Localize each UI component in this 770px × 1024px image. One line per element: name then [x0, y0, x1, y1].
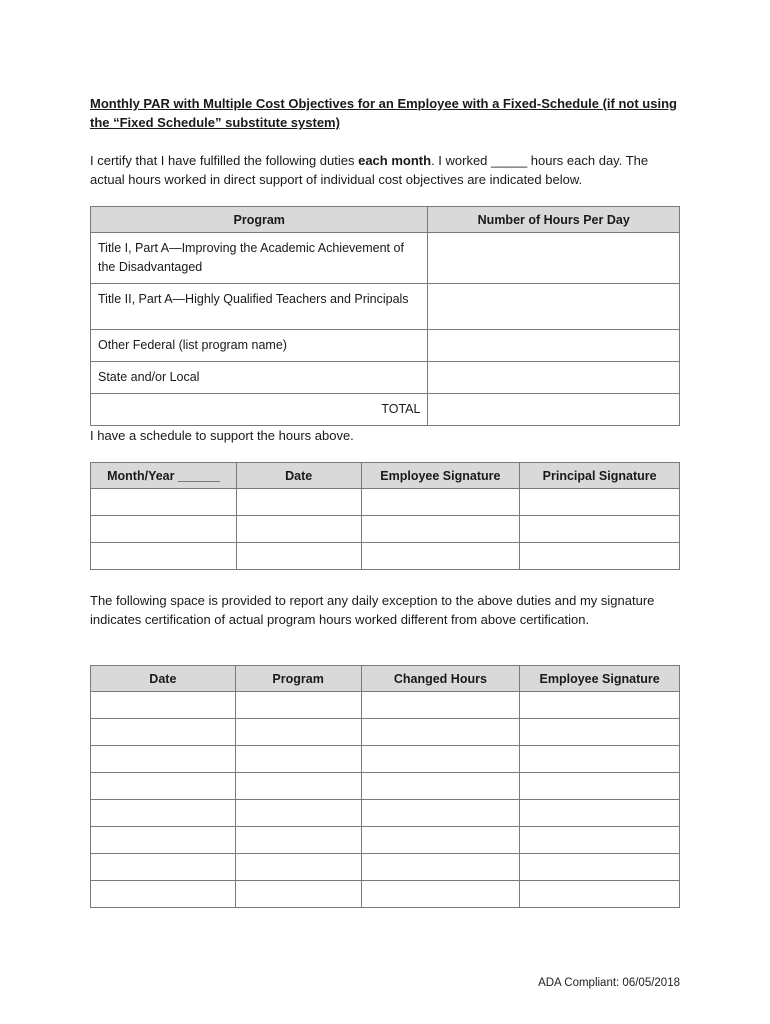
table-cell[interactable]	[235, 827, 361, 854]
table-row	[91, 854, 680, 881]
table-cell[interactable]	[235, 719, 361, 746]
table-cell[interactable]	[91, 881, 236, 908]
table-row	[91, 692, 680, 719]
table-row	[91, 827, 680, 854]
table-cell[interactable]	[235, 854, 361, 881]
table-cell[interactable]	[361, 773, 520, 800]
table-cell[interactable]	[91, 692, 236, 719]
header-date: Date	[236, 463, 361, 489]
table-cell[interactable]	[520, 800, 680, 827]
exception-table	[90, 665, 680, 908]
table-cell[interactable]	[236, 543, 361, 570]
program-row-title-ii: Title II, Part A—Highly Qualified Teachers and Principals	[91, 284, 428, 330]
header-changed-hours: Changed Hours	[361, 666, 520, 692]
certify-text-start: I certify that I have fulfilled the following duties	[90, 153, 359, 168]
table-cell[interactable]	[361, 692, 520, 719]
table-cell[interactable]	[91, 854, 236, 881]
exception-statement: The following space is provided to report any daily exception to the above duties and my signature indicates certification of actual program hours worked different from above certification.	[90, 593, 655, 627]
table-cell[interactable]	[235, 881, 361, 908]
table-row	[91, 773, 680, 800]
hours-cell-total[interactable]	[428, 394, 680, 426]
table-cell[interactable]	[91, 746, 236, 773]
program-hours-table	[90, 206, 680, 426]
header-program: Program	[91, 207, 428, 233]
program-row-other-federal: Other Federal (list program name)	[91, 330, 428, 362]
table-cell[interactable]	[361, 881, 520, 908]
total-label: TOTAL	[91, 394, 428, 426]
table-cell[interactable]	[91, 516, 237, 543]
table-cell[interactable]	[91, 489, 237, 516]
header-exception-date: Date	[91, 666, 236, 692]
certification-statement	[90, 151, 680, 189]
header-principal-signature: Principal Signature	[520, 463, 680, 489]
schedule-signature-table	[90, 462, 680, 570]
table-cell[interactable]	[361, 800, 520, 827]
table-cell[interactable]	[361, 543, 520, 570]
table-row	[91, 543, 680, 570]
header-hours-per-day: Number of Hours Per Day	[428, 207, 680, 233]
table-cell[interactable]	[361, 746, 520, 773]
certify-text-end: . I worked _____ hours each day. The actual hours worked in direct support of individual cost objectives are indicated below.	[90, 153, 649, 187]
table-cell[interactable]	[520, 827, 680, 854]
header-exception-employee-signature: Employee Signature	[520, 666, 680, 692]
table-cell[interactable]	[91, 719, 236, 746]
hours-cell-state-local[interactable]	[428, 362, 680, 394]
table-cell[interactable]	[361, 516, 520, 543]
table-cell[interactable]	[91, 543, 237, 570]
table-cell[interactable]	[236, 489, 361, 516]
table-cell[interactable]	[361, 719, 520, 746]
header-exception-program: Program	[235, 666, 361, 692]
program-row-state-local: State and/or Local	[91, 362, 428, 394]
header-month-year: Month/Year ______	[91, 463, 237, 489]
table-row	[91, 516, 680, 543]
table-cell[interactable]	[91, 773, 236, 800]
table-row	[91, 489, 680, 516]
table-cell[interactable]	[520, 543, 680, 570]
table-cell[interactable]	[520, 746, 680, 773]
table-cell[interactable]	[520, 489, 680, 516]
table-cell[interactable]	[520, 854, 680, 881]
table-cell[interactable]	[361, 827, 520, 854]
table-cell[interactable]	[235, 746, 361, 773]
table-cell[interactable]	[361, 489, 520, 516]
table-cell[interactable]	[235, 692, 361, 719]
table-row	[91, 800, 680, 827]
hours-cell-other-federal[interactable]	[428, 330, 680, 362]
table-cell[interactable]	[520, 692, 680, 719]
table-cell[interactable]	[520, 881, 680, 908]
table-cell[interactable]	[520, 773, 680, 800]
ada-compliance-footer: ADA Compliant: 06/05/2018	[538, 977, 680, 989]
certify-text-bold: each month	[358, 153, 432, 168]
schedule-statement: I have a schedule to support the hours above.	[90, 428, 354, 443]
table-cell[interactable]	[91, 800, 236, 827]
hours-cell-title-i[interactable]	[428, 233, 680, 284]
header-employee-signature: Employee Signature	[361, 463, 520, 489]
program-row-title-i: Title I, Part A—Improving the Academic Achievement of the Disadvantaged	[91, 233, 428, 284]
table-cell[interactable]	[520, 516, 680, 543]
table-row	[91, 719, 680, 746]
table-cell[interactable]	[520, 719, 680, 746]
document-title: Monthly PAR with Multiple Cost Objectives for an Employee with a Fixed-Schedule (if not using the “Fixed Schedule” substitute system)	[90, 96, 677, 130]
table-cell[interactable]	[235, 773, 361, 800]
table-row	[91, 746, 680, 773]
hours-cell-title-ii[interactable]	[428, 284, 680, 330]
table-cell[interactable]	[361, 854, 520, 881]
table-cell[interactable]	[91, 827, 236, 854]
table-row	[91, 881, 680, 908]
table-cell[interactable]	[235, 800, 361, 827]
table-cell[interactable]	[236, 516, 361, 543]
